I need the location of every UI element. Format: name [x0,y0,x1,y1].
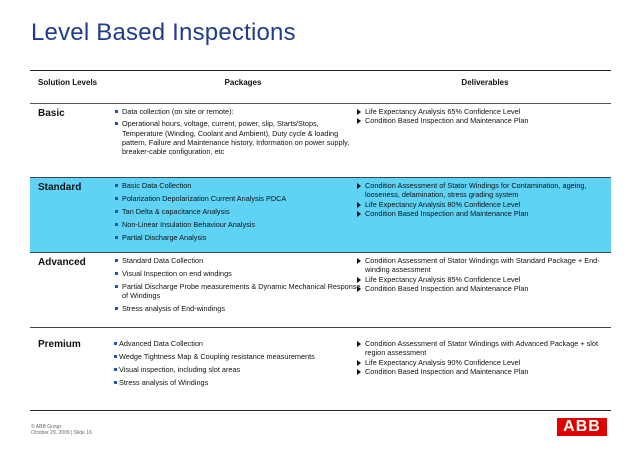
level-label: Standard [38,182,82,193]
copyright-text: © ABB Group [31,424,62,430]
package-item: Stress analysis of Windings [113,378,361,387]
package-item: Data collection (on site or remote): [113,107,361,116]
package-item: Partial Discharge Analysis [113,233,361,242]
package-item: Polarization Depolarization Current Analysis PDCA [113,194,361,203]
package-item: Visual inspection, including slot areas [113,365,361,374]
deliverables-list [356,339,606,376]
package-item: Wedge Tightness Map & Coupling resistance measurements [113,352,361,361]
deliverables-list [356,256,606,293]
package-item: Partial Discharge Probe measurements & Dynamic Mechanical Response of Windings [113,282,361,301]
deliverable-item: Condition Assessment of Stator Windings for Contamination, ageing, looseness, delamination, stress grading system [356,181,606,200]
table-row-premium [30,329,611,410]
level-label: Basic [38,108,65,119]
slide-title: Level Based Inspections [31,19,296,46]
level-label: Premium [38,339,81,350]
slide-footer [31,424,92,436]
deliverable-item: Condition Based Inspection and Maintenance Plan [356,209,606,218]
deliverable-item: Condition Assessment of Stator Windings with Standard Package + End-winding assessment [356,256,606,275]
package-item: Basic Data Collection [113,181,361,190]
package-item: Non-Linear Insulation Behaviour Analysis [113,220,361,229]
deliverable-item: Life Expectancy Analysis 80% Confidence Level [356,200,606,209]
inspection-levels-table [30,70,611,411]
deliverable-item: Condition Based Inspection and Maintenance Plan [356,367,606,376]
header-packages: Packages [224,78,262,87]
level-label: Advanced [38,257,86,268]
table-row-basic [30,104,611,176]
packages-list [113,339,361,391]
deliverables-list [356,181,606,218]
package-item: Stress analysis of End-windings [113,304,361,313]
deliverable-item: Condition Based Inspection and Maintenance Plan [356,116,606,125]
package-item: Advanced Data Collection [113,339,361,348]
package-item: Tan Delta & capacitance Analysis [113,207,361,216]
packages-list [113,107,361,159]
packages-list [113,181,361,245]
table-row-standard [30,177,611,253]
deliverable-item: Condition Assessment of Stator Windings with Advanced Package + slot region assessment [356,339,606,358]
deliverable-item: Life Expectancy Analysis 65% Confidence Level [356,107,606,116]
package-item: Standard Data Collection [113,256,361,265]
abb-logo: ABB [557,418,607,436]
deliverable-item: Life Expectancy Analysis 85% Confidence Level [356,275,606,284]
date-slide-text: October 29, 2009 | Slide 16 [31,430,92,436]
table-header-row [30,71,611,104]
package-item: Operational hours, voltage, current, power, slip, Starts/Stops, Temperature (Winding, Coolant and Ambient), Duty cycle & loading pattern, Failure and Maintenance history, Information on power supply, breaker-cable configuration, etc [113,119,361,156]
deliverable-item: Condition Based Inspection and Maintenance Plan [356,284,606,293]
deliverable-item: Life Expectancy Analysis 90% Confidence Level [356,358,606,367]
table-row-advanced [30,253,611,328]
header-solution-levels: Solution Levels [38,78,98,87]
packages-list [113,256,361,317]
deliverables-list [356,107,606,126]
header-deliverables: Deliverables [461,78,509,87]
package-item: Visual Inspection on end windings [113,269,361,278]
